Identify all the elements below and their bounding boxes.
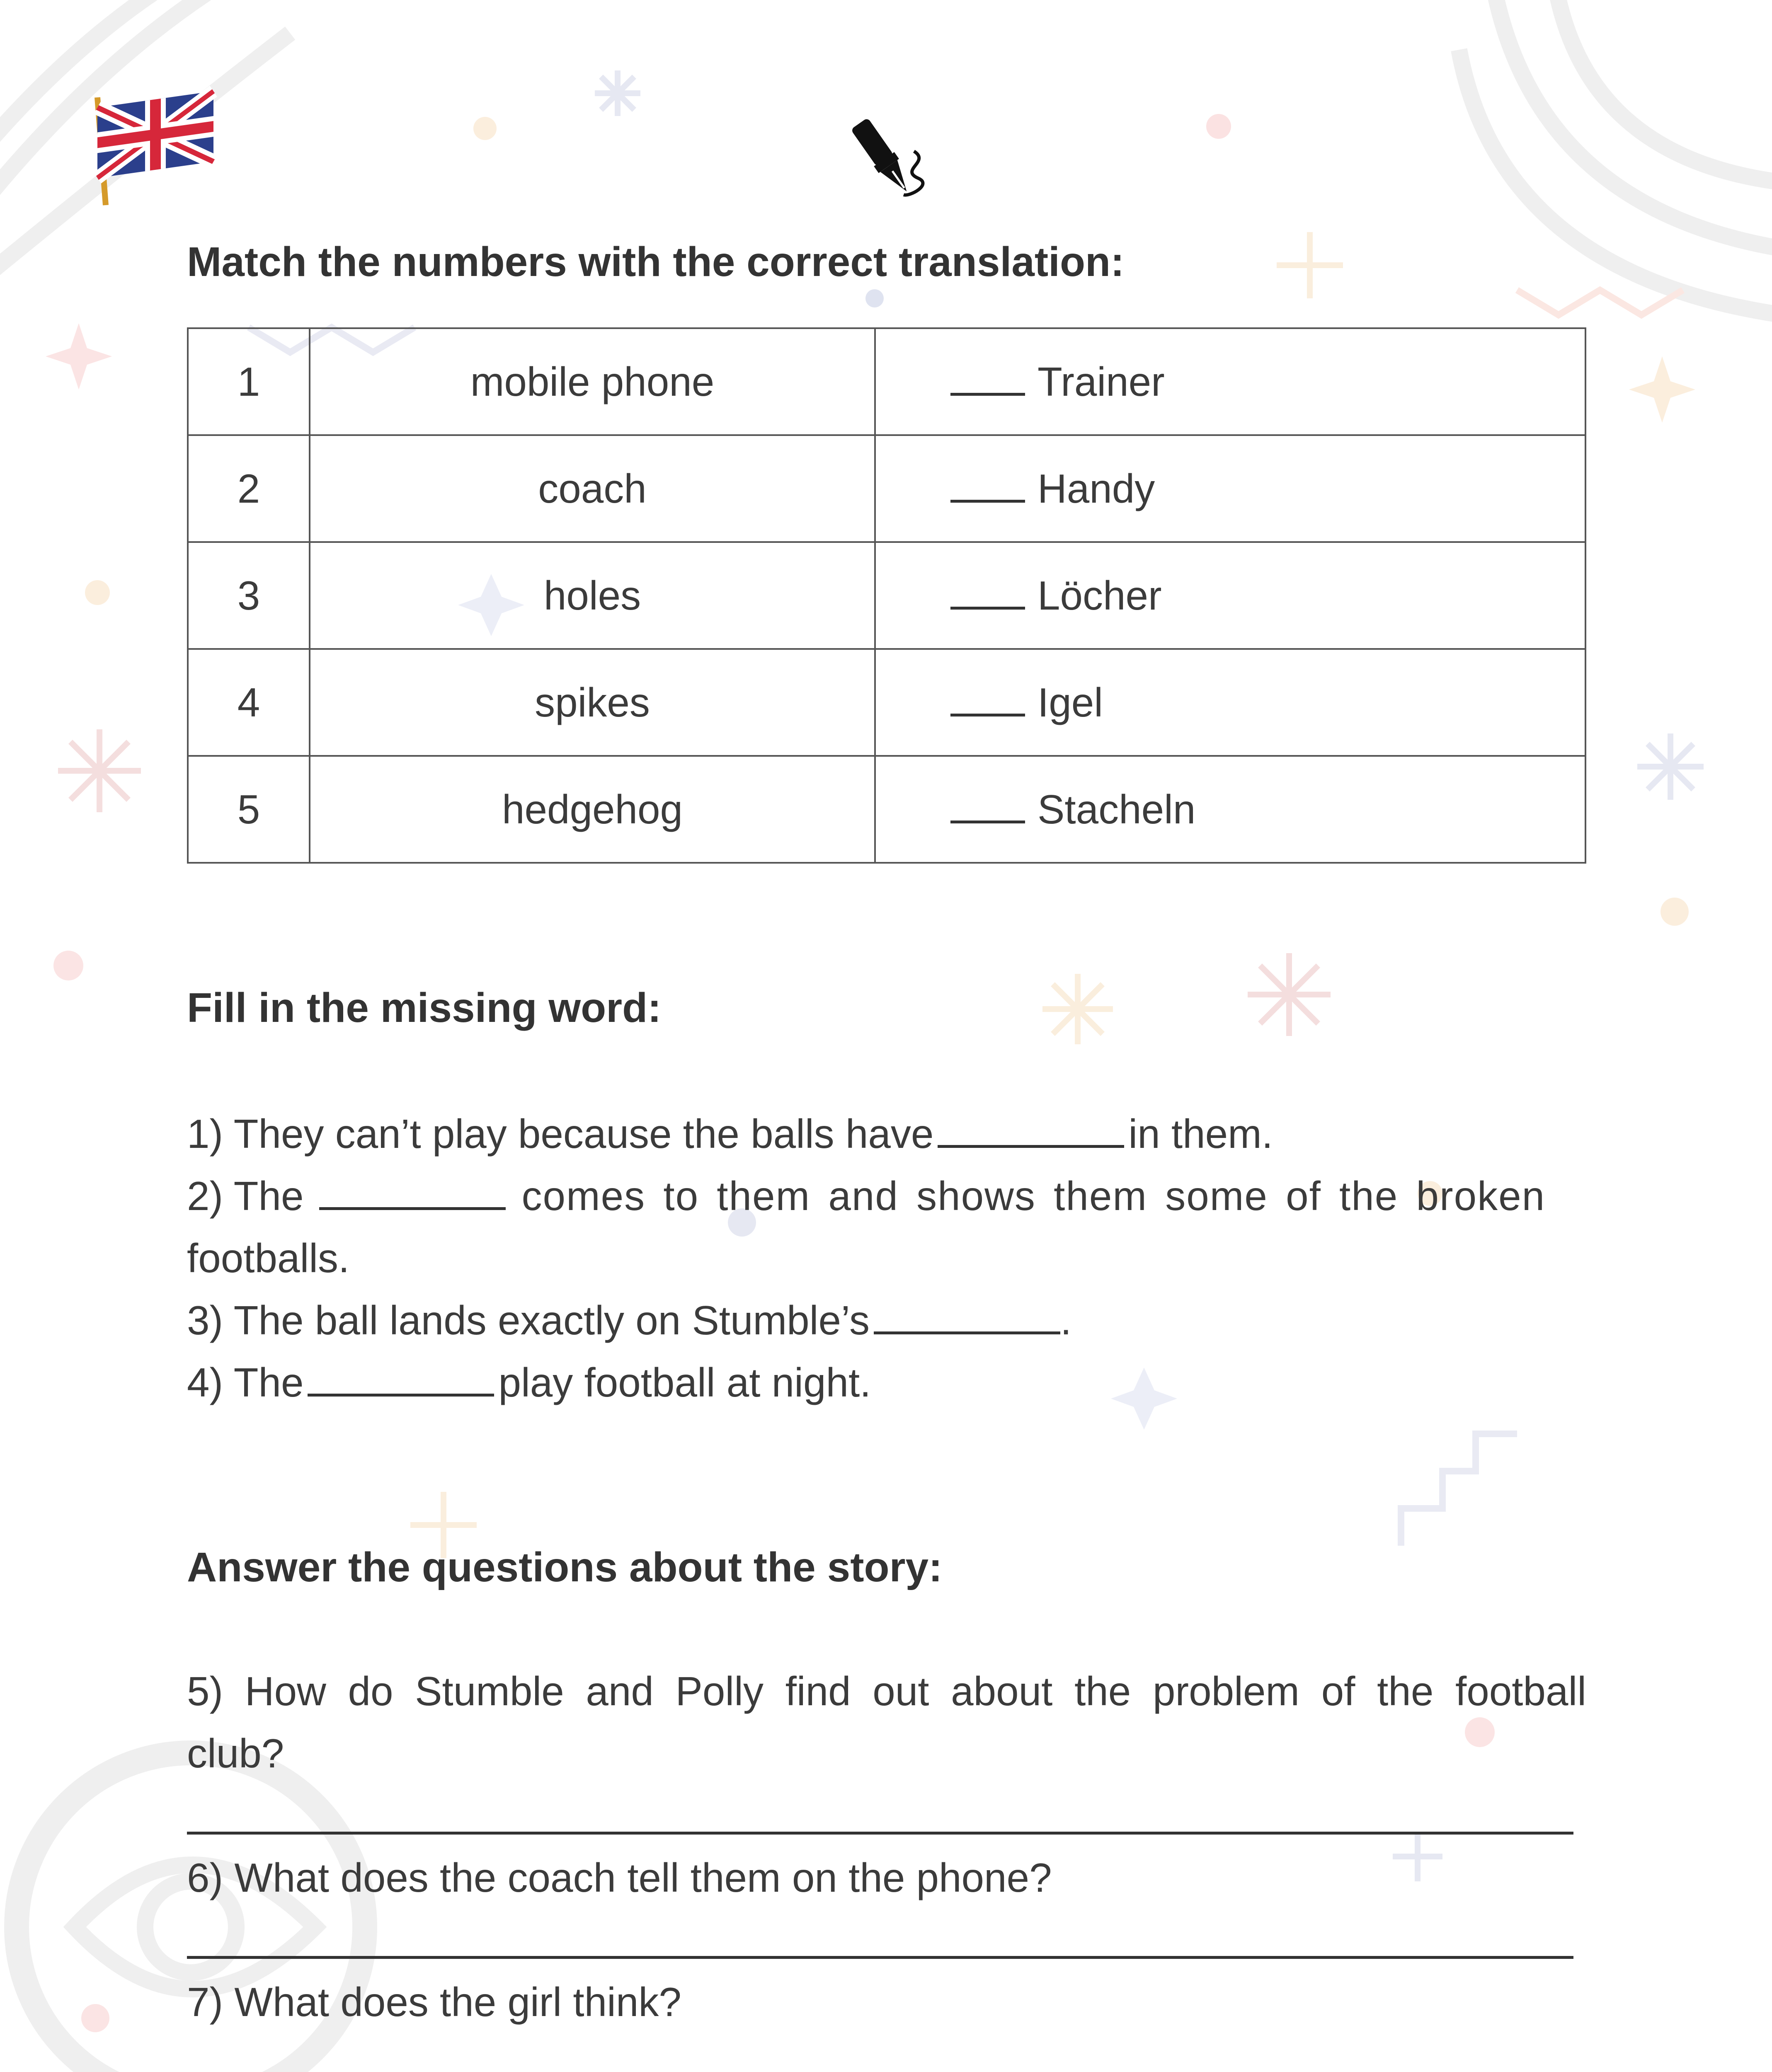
row-number: 1: [188, 328, 310, 435]
german-word-cell: [875, 756, 1585, 863]
english-word: mobile phone: [310, 328, 875, 435]
english-word: coach: [310, 435, 875, 542]
fill-sentence-2-cont: footballs.: [187, 1235, 350, 1281]
german-word-cell: [875, 649, 1585, 756]
fill-sentence-3: [187, 1297, 1071, 1344]
sentence-text: 4) The: [187, 1360, 304, 1405]
row-number: 5: [188, 756, 310, 863]
sentence-text: play football at night.: [498, 1360, 871, 1405]
match-heading: Match the numbers with the correct translation:: [187, 239, 1125, 285]
row-number: 2: [188, 435, 310, 542]
german-word: Stacheln: [1038, 786, 1196, 832]
answer-blank[interactable]: [950, 376, 1025, 396]
uk-flag-icon: [81, 81, 222, 213]
table-row: [188, 542, 1585, 649]
fill-sentence-1: [187, 1111, 1273, 1157]
row-number: 3: [188, 542, 310, 649]
fill-blank-1[interactable]: [938, 1120, 1124, 1148]
answer-line-6[interactable]: [187, 1956, 1573, 1959]
english-word: hedgehog: [310, 756, 875, 863]
question-5: 5) How do Stumble and Polly find out about the problem of the football: [187, 1668, 1586, 1714]
german-word: Löcher: [1038, 572, 1162, 618]
fill-blank-3[interactable]: [874, 1307, 1060, 1334]
answer-blank[interactable]: [950, 483, 1025, 503]
fill-heading: Fill in the missing word:: [187, 985, 662, 1031]
fountain-pen-icon: [837, 112, 937, 211]
fill-blank-2[interactable]: [319, 1182, 506, 1210]
question-5-cont: club?: [187, 1731, 284, 1776]
question-7: 7) What does the girl think?: [187, 1979, 681, 2025]
fill-sentence-2: [187, 1173, 1586, 1220]
fill-blank-4[interactable]: [308, 1369, 494, 1397]
sentence-text: in them.: [1128, 1111, 1273, 1157]
fill-sentence-4: [187, 1359, 871, 1406]
table-row: [188, 435, 1585, 542]
answer-line-5[interactable]: [187, 1832, 1573, 1835]
answer-blank[interactable]: [950, 697, 1025, 716]
match-table: [187, 327, 1586, 864]
english-word: holes: [310, 542, 875, 649]
sentence-text: 2) The: [187, 1173, 304, 1219]
german-word: Igel: [1038, 679, 1103, 725]
english-word: spikes: [310, 649, 875, 756]
sentence-text: 3) The ball lands exactly on Stumble’s: [187, 1297, 870, 1343]
german-word: Trainer: [1038, 358, 1165, 404]
question-6: 6) What does the coach tell them on the phone?: [187, 1855, 1052, 1900]
table-row: [188, 328, 1585, 435]
german-word-cell: [875, 328, 1585, 435]
answer-blank[interactable]: [950, 804, 1025, 823]
german-word: Handy: [1038, 465, 1155, 511]
questions-heading: Answer the questions about the story:: [187, 1544, 943, 1590]
table-row: [188, 756, 1585, 863]
table-row: [188, 649, 1585, 756]
sentence-text: .: [1060, 1297, 1072, 1343]
answer-blank[interactable]: [950, 590, 1025, 610]
row-number: 4: [188, 649, 310, 756]
german-word-cell: [875, 435, 1585, 542]
german-word-cell: [875, 542, 1585, 649]
sentence-text: 1) They can’t play because the balls have: [187, 1111, 934, 1157]
sentence-text: comes to them and shows them some of the broken: [521, 1173, 1546, 1219]
